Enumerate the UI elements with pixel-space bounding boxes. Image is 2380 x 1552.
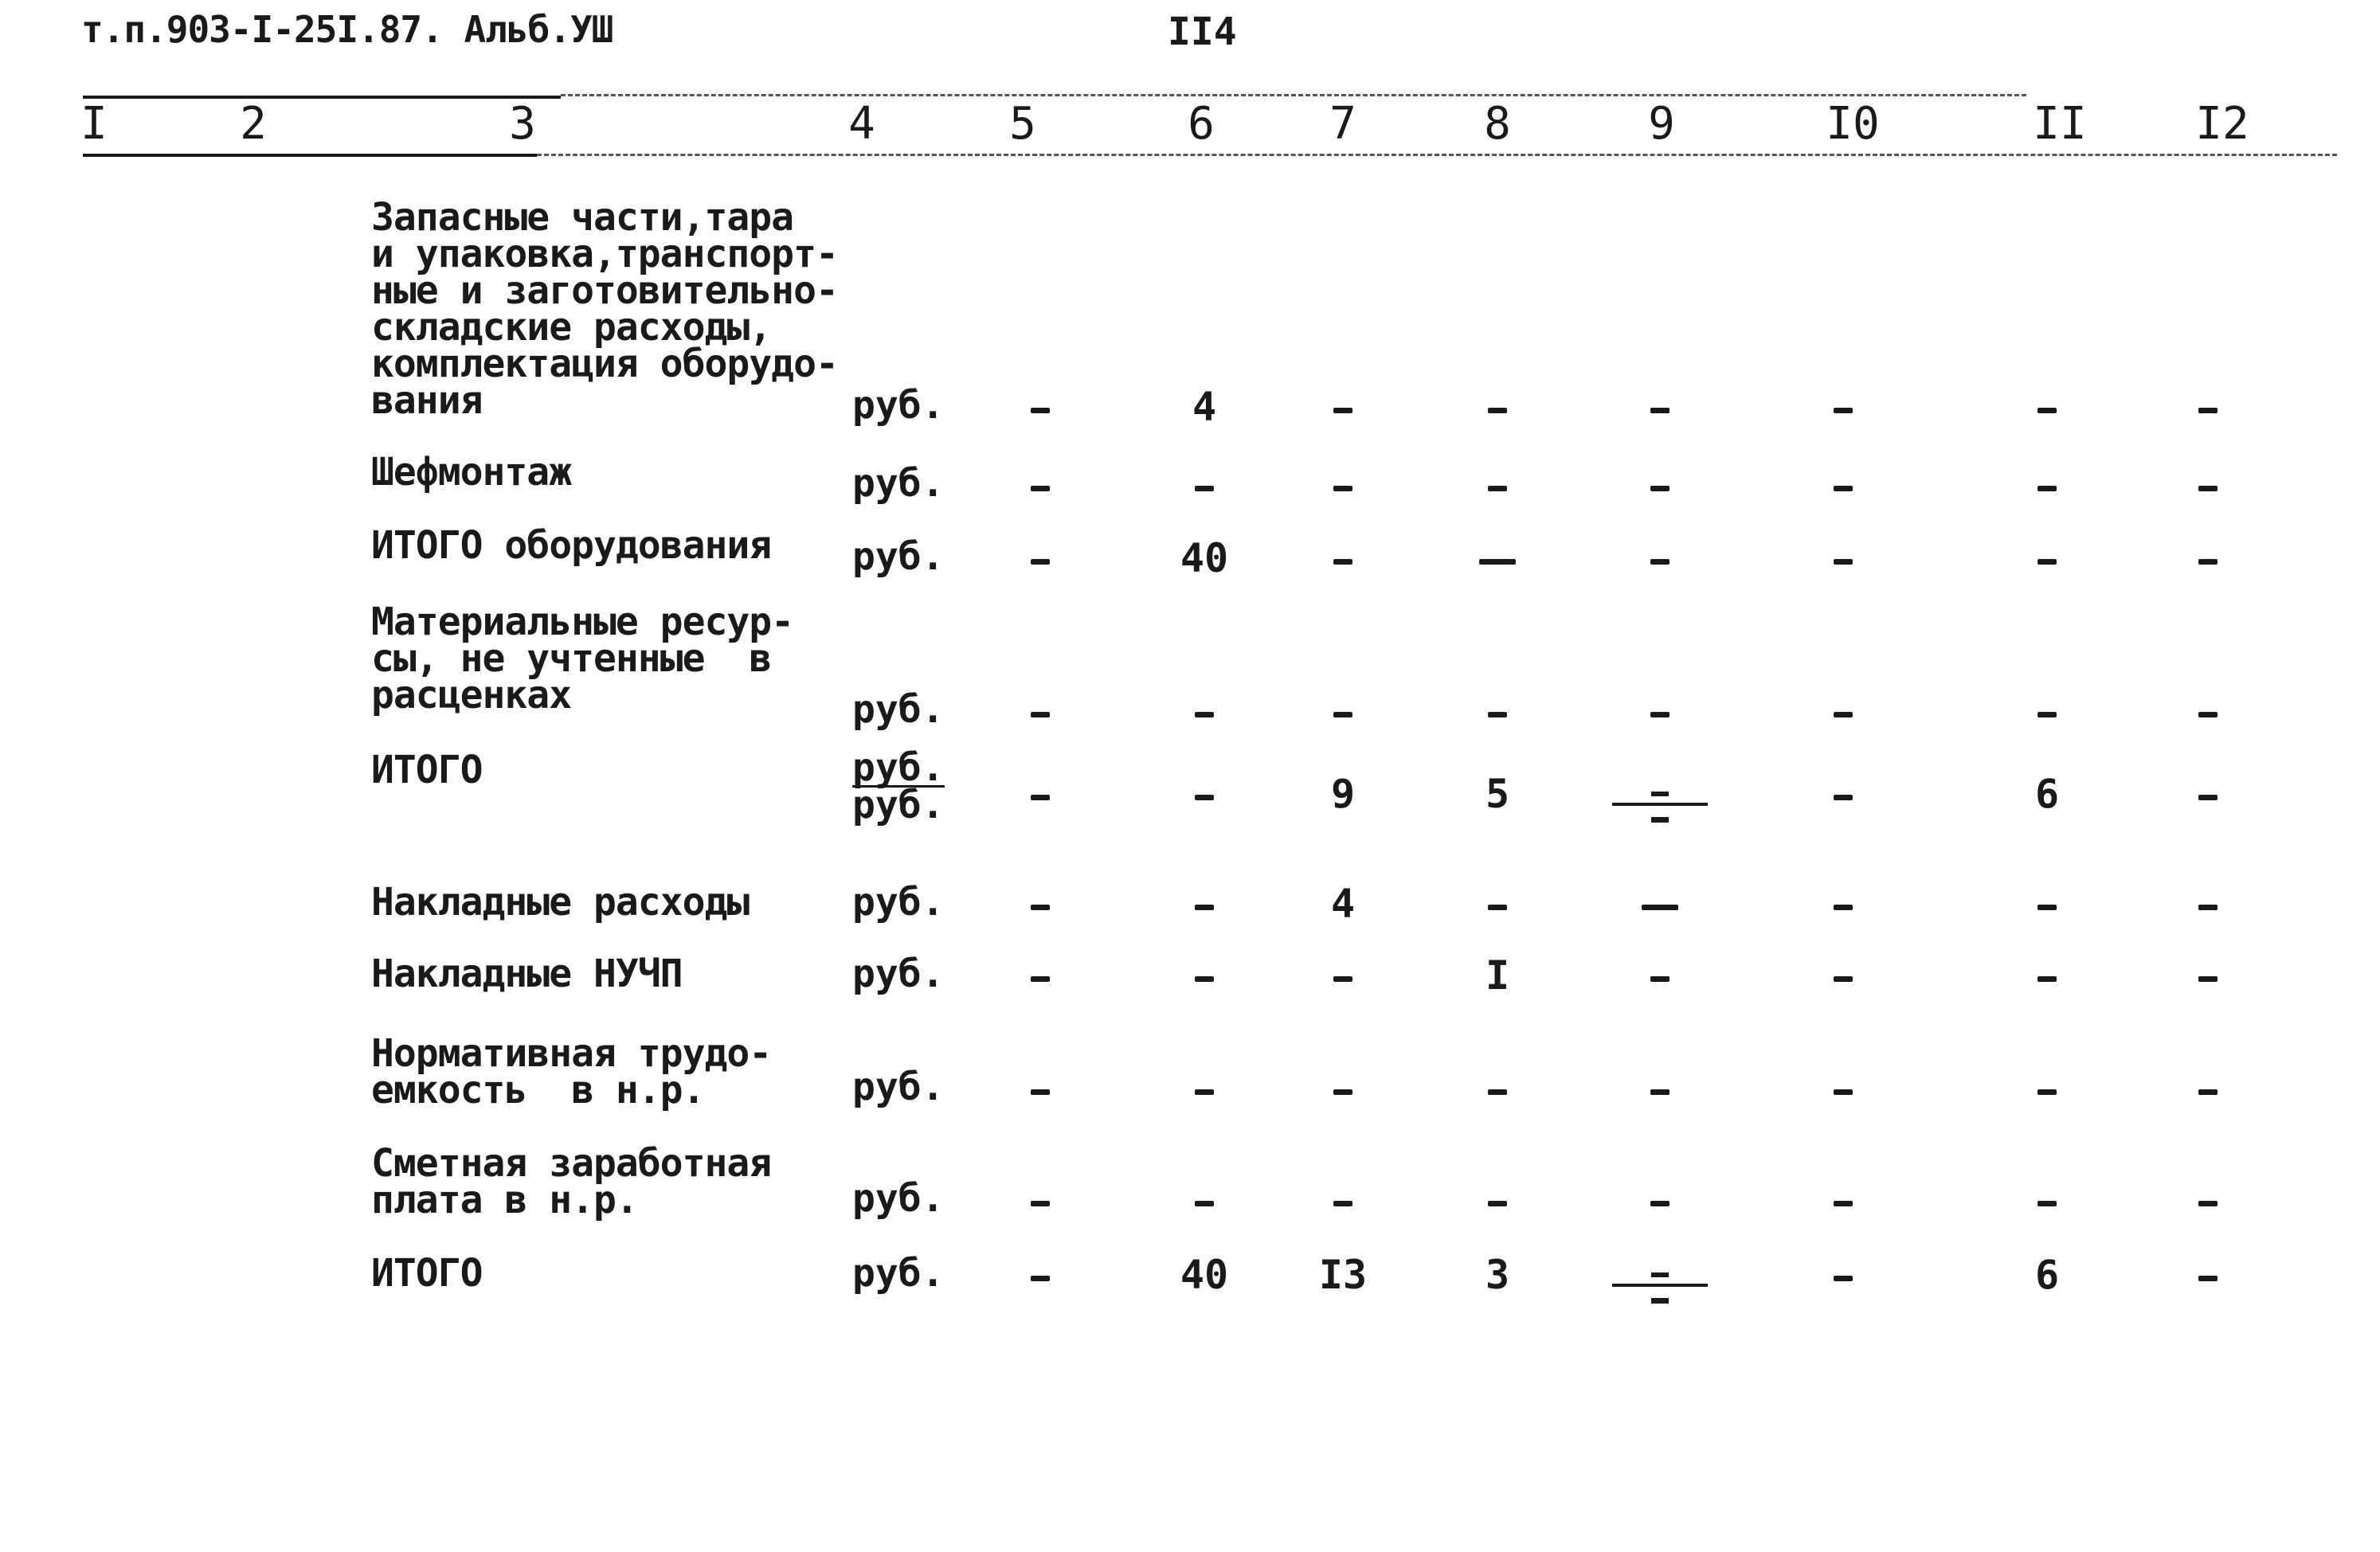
empty-value-dash — [2198, 1089, 2218, 1095]
empty-value-dash — [2198, 795, 2218, 800]
column-number: II — [2033, 98, 2087, 150]
row-unit: руб. — [852, 534, 945, 579]
empty-value-dash — [2198, 712, 2218, 717]
empty-value-dash — [1195, 795, 1214, 800]
empty-value-dash — [1834, 1276, 1853, 1281]
empty-value-dash — [2037, 712, 2057, 717]
row-unit: руб. — [852, 461, 945, 506]
empty-value-dash — [1031, 1276, 1050, 1281]
empty-value-dash — [1834, 795, 1853, 800]
empty-value-dash — [1195, 1201, 1214, 1206]
empty-value-dash — [1333, 1089, 1352, 1095]
column-number: I — [80, 98, 108, 150]
row-name: Накладные расходы — [371, 880, 750, 925]
row-name: ИТОГО — [371, 748, 483, 792]
fraction-value-cell — [1612, 1255, 1708, 1315]
empty-value-dash — [1650, 1089, 1670, 1095]
value-cell: 5 — [1485, 771, 1510, 817]
empty-value-dash — [2198, 905, 2218, 910]
header-bottom-rule-dashed — [537, 154, 2337, 156]
empty-value-dash — [1834, 976, 1853, 982]
empty-value-dash — [1650, 712, 1670, 717]
empty-value-dash — [1488, 1089, 1507, 1095]
empty-value-dash — [1488, 1201, 1507, 1206]
row-name: Шефмонтаж — [371, 450, 572, 495]
row-unit: руб. — [852, 1251, 945, 1296]
row-name: Накладные НУЧП — [371, 952, 683, 996]
empty-value-dash — [2198, 408, 2218, 413]
empty-value-dash — [1333, 976, 1352, 982]
empty-value-dash — [2198, 976, 2218, 982]
value-cell: 4 — [1192, 384, 1217, 430]
column-number: I0 — [1826, 98, 1880, 150]
empty-value-dash — [1650, 1201, 1670, 1206]
empty-value-dash — [1650, 559, 1670, 565]
empty-value-dash — [2037, 1201, 2057, 1206]
empty-value-dash — [1195, 976, 1214, 982]
fraction-value-cell — [1612, 774, 1708, 835]
row-name: Нормативная трудо- емкость в н.р. — [371, 1031, 772, 1112]
column-number: 3 — [509, 98, 536, 150]
row-unit: руб. — [852, 952, 945, 996]
row-name: ИТОГО оборудования — [371, 523, 772, 568]
empty-value-dash — [1195, 905, 1214, 910]
empty-value-dash — [1650, 408, 1670, 413]
empty-value-dash — [1333, 559, 1352, 565]
empty-value-dash — [1642, 905, 1678, 910]
column-number: 4 — [848, 98, 875, 150]
empty-value-dash — [1031, 1201, 1050, 1206]
row-name: Материальные ресур- сы, не учтенные в расценках — [371, 600, 794, 717]
column-number: 6 — [1188, 98, 1215, 150]
empty-value-dash — [1031, 486, 1050, 491]
value-cell: 3 — [1485, 1252, 1510, 1298]
empty-value-dash — [1650, 976, 1670, 982]
column-number: 8 — [1484, 98, 1511, 150]
row-name: Запасные части,тара и упаковка,транспорт- ные и заготовительно- складские расходы, комплектация оборудо- вания — [371, 195, 838, 423]
empty-value-dash — [1333, 1201, 1352, 1206]
empty-value-dash — [1195, 486, 1214, 491]
empty-value-dash — [1650, 486, 1670, 491]
empty-value-dash — [2037, 905, 2057, 910]
empty-value-dash — [1834, 905, 1853, 910]
unit-numerator: руб. — [852, 745, 945, 790]
value-cell: 6 — [2034, 771, 2060, 817]
empty-value-dash — [2037, 408, 2057, 413]
column-number: 7 — [1329, 98, 1356, 150]
row-unit: руб. — [852, 1065, 945, 1109]
empty-value-dash — [2037, 1089, 2057, 1095]
header-top-rule — [83, 96, 561, 99]
value-cell: 40 — [1180, 535, 1229, 581]
value-cell: 40 — [1180, 1252, 1229, 1298]
empty-value-dash — [2198, 1276, 2218, 1281]
row-unit-fraction — [852, 745, 945, 827]
column-number: 9 — [1648, 98, 1675, 150]
value-cell: I — [1485, 952, 1510, 999]
empty-value-dash — [1834, 559, 1853, 565]
empty-value-dash — [2037, 486, 2057, 491]
empty-value-dash — [1834, 1201, 1853, 1206]
value-cell: 6 — [2034, 1252, 2060, 1298]
value-cell: 9 — [1330, 771, 1356, 817]
header-bottom-rule — [83, 154, 537, 157]
unit-denominator: руб. — [852, 783, 945, 827]
row-name: Сметная заработная плата в н.р. — [371, 1141, 772, 1222]
empty-value-dash — [2198, 486, 2218, 491]
value-cell: 4 — [1330, 881, 1356, 927]
header-top-rule-dashed — [561, 94, 2026, 96]
empty-value-dash — [1031, 905, 1050, 910]
empty-value-dash — [2037, 976, 2057, 982]
row-name: ИТОГО — [371, 1251, 483, 1296]
empty-value-dash — [1031, 976, 1050, 982]
empty-value-dash — [1834, 408, 1853, 413]
document-code: т.п.903-I-25I.87. Альб.УШ — [81, 8, 613, 51]
empty-value-dash — [1834, 1089, 1853, 1095]
column-number: 5 — [1009, 98, 1036, 150]
empty-value-dash — [1333, 712, 1352, 717]
empty-value-dash — [1834, 712, 1853, 717]
empty-value-dash — [1488, 905, 1507, 910]
empty-value-dash — [1195, 712, 1214, 717]
empty-value-dash — [1195, 1089, 1214, 1095]
empty-value-dash — [1488, 486, 1507, 491]
empty-value-dash — [1834, 486, 1853, 491]
empty-value-dash — [1479, 559, 1516, 565]
column-number: 2 — [240, 98, 267, 150]
empty-value-dash — [1031, 712, 1050, 717]
row-unit: руб. — [852, 880, 945, 925]
empty-value-dash — [2198, 559, 2218, 565]
empty-value-dash — [1031, 408, 1050, 413]
empty-value-dash — [2037, 559, 2057, 565]
empty-value-dash — [1031, 1089, 1050, 1095]
row-unit: руб. — [852, 383, 945, 428]
column-number: I2 — [2195, 98, 2249, 150]
row-unit: руб. — [852, 687, 945, 732]
value-cell: I3 — [1318, 1252, 1368, 1298]
empty-value-dash — [2198, 1201, 2218, 1206]
page-number: II4 — [1168, 10, 1237, 54]
empty-value-dash — [1333, 486, 1352, 491]
empty-value-dash — [1031, 795, 1050, 800]
empty-value-dash — [1488, 408, 1507, 413]
row-unit: руб. — [852, 1176, 945, 1221]
empty-value-dash — [1488, 712, 1507, 717]
empty-value-dash — [1031, 559, 1050, 565]
empty-value-dash — [1333, 408, 1352, 413]
